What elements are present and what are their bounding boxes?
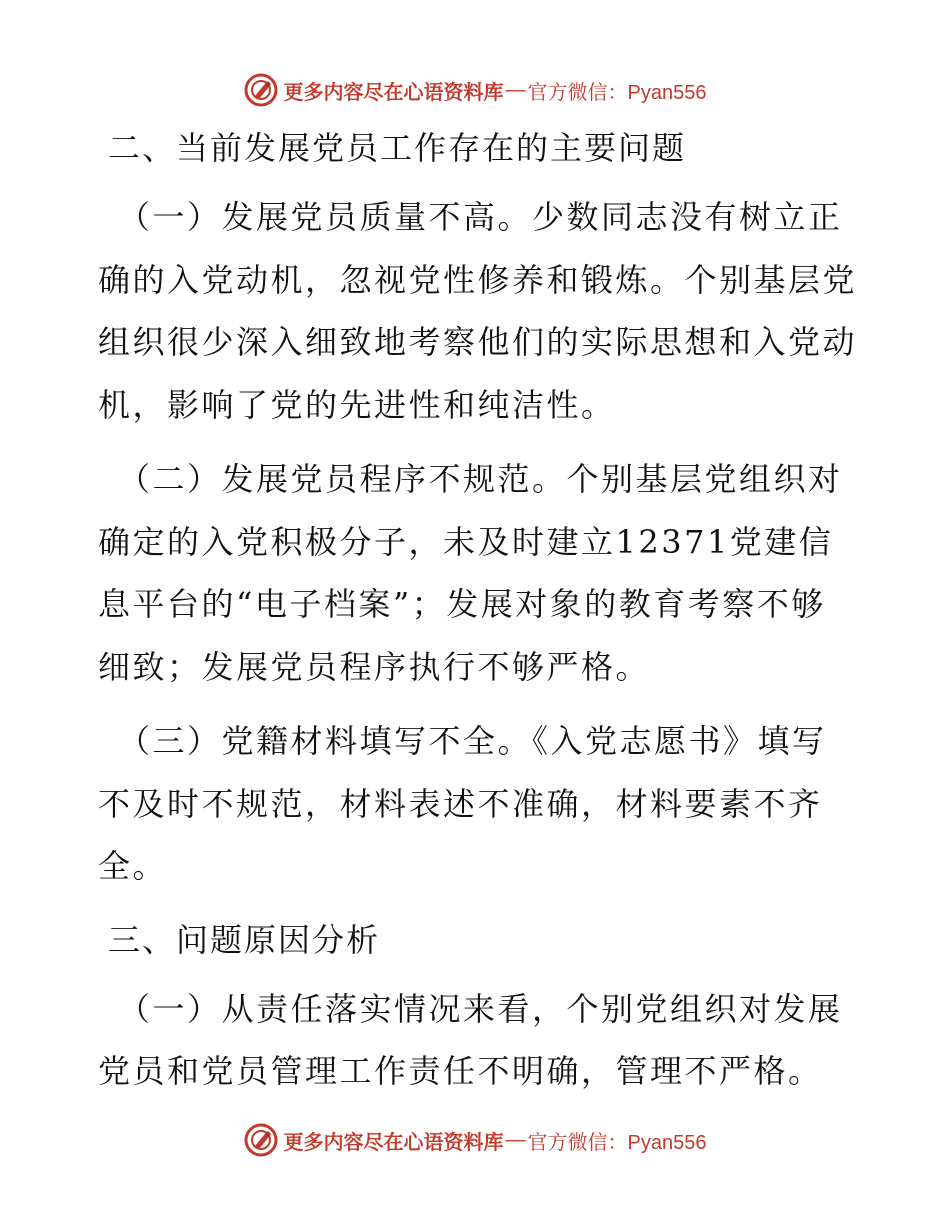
banner-wechat-text: 官方微信：Pyan556: [527, 81, 707, 104]
banner-site-text: 更多内容尽在心语资料库: [283, 1129, 504, 1154]
paragraph-item: （二）发展党员程序不规范。个别基层党组织对确定的入党积极分子，未及时建立12371党建信息平台的“电子档案”；发展对象的教育考察不够细致；发展党员程序执行不够严格。: [98, 460, 843, 686]
pen-nib-logo-icon: [244, 1123, 278, 1157]
banner-site-text: 更多内容尽在心语资料库: [283, 79, 504, 104]
paragraph-item: （一）从责任落实情况来看，个别党组织对发展党员和党员管理工作责任不明确，管理不严格。: [98, 989, 843, 1090]
paragraph-item: （一）发展党员质量不高。少数同志没有树立正确的入党动机，忽视党性修养和锻炼。个别基层党组织很少深入细致地考察他们的实际思想和入党动机，影响了党的先进性和纯洁性。: [98, 198, 858, 424]
section-heading-causes: 三、问题原因分析: [108, 920, 381, 959]
section-heading-problems: 二、当前发展党员工作存在的主要问题: [108, 129, 687, 167]
footer-banner: [0, 1120, 950, 1160]
banner-dash: —: [505, 78, 526, 101]
banner-wechat-text: 官方微信：Pyan556: [527, 1131, 707, 1154]
paragraph-item: （三）党籍材料填写不全。《入党志愿书》填写不及时不规范，材料表述不准确，材料要素不齐全。: [98, 722, 827, 885]
header-banner: [0, 70, 950, 110]
pen-nib-logo-icon: [244, 73, 278, 107]
banner-dash: —: [505, 1128, 526, 1151]
document-body: [98, 118, 858, 1115]
